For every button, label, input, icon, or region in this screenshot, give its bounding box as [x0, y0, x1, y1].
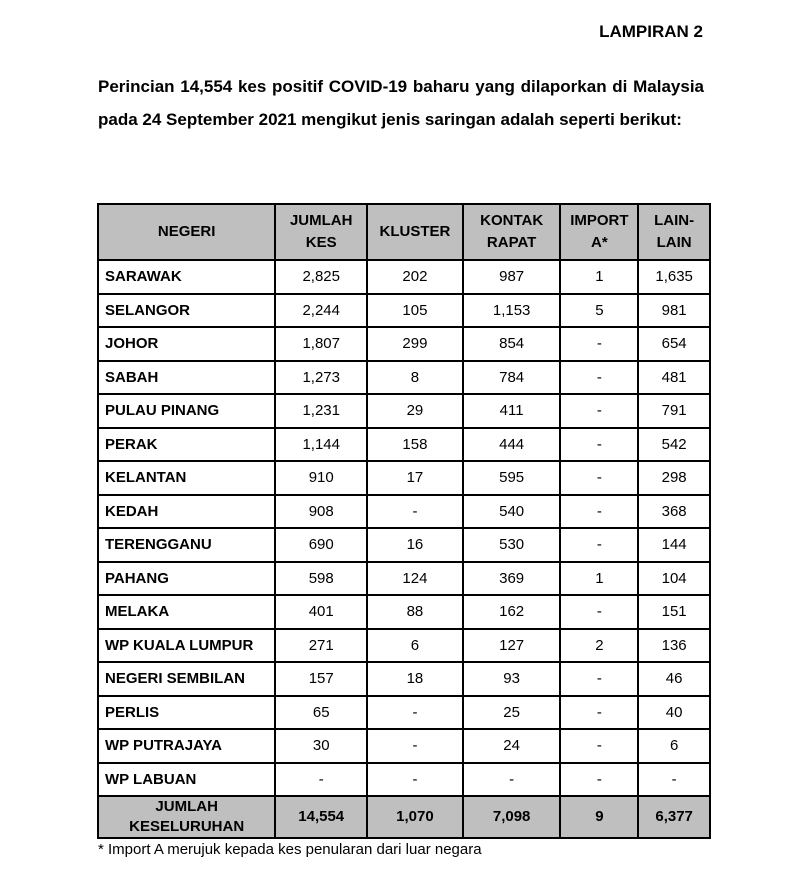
total-kluster: 1,070: [367, 796, 463, 838]
table-row: [98, 294, 710, 328]
kluster-cell: 6: [367, 629, 463, 663]
import-a-cell: -: [560, 394, 638, 428]
lain-lain-cell: 46: [638, 662, 710, 696]
jumlah-kes-cell: 1,231: [275, 394, 367, 428]
total-kontak-rapat: 7,098: [463, 796, 561, 838]
jumlah-kes-cell: 598: [275, 562, 367, 596]
import-a-cell: -: [560, 763, 638, 797]
kontak-rapat-cell: 444: [463, 428, 561, 462]
appendix-label: LAMPIRAN 2: [599, 22, 703, 41]
import-a-cell: -: [560, 327, 638, 361]
kluster-cell: -: [367, 729, 463, 763]
state-cell: TERENGGANU: [98, 528, 275, 562]
total-jumlah-kes: 14,554: [275, 796, 367, 838]
total-label-cell: [98, 796, 275, 838]
state-cell: MELAKA: [98, 595, 275, 629]
table-row: [98, 394, 710, 428]
kluster-cell: -: [367, 495, 463, 529]
kontak-rapat-cell: 987: [463, 260, 561, 294]
kontak-rapat-cell: 25: [463, 696, 561, 730]
kluster-cell: 8: [367, 361, 463, 395]
table-row: [98, 528, 710, 562]
kontak-rapat-cell: 127: [463, 629, 561, 663]
table-row: [98, 327, 710, 361]
jumlah-kes-cell: 65: [275, 696, 367, 730]
jumlah-kes-cell: 1,807: [275, 327, 367, 361]
table-row: [98, 562, 710, 596]
header-kluster: [367, 204, 463, 260]
lain-lain-cell: 40: [638, 696, 710, 730]
jumlah-kes-cell: 910: [275, 461, 367, 495]
lain-lain-cell: 298: [638, 461, 710, 495]
total-lain-lain: 6,377: [638, 796, 710, 838]
jumlah-kes-cell: 2,244: [275, 294, 367, 328]
table-row: [98, 662, 710, 696]
header-line1: KONTAK: [480, 212, 544, 229]
table-row: [98, 428, 710, 462]
lain-lain-cell: 144: [638, 528, 710, 562]
table-row: [98, 260, 710, 294]
kluster-cell: 299: [367, 327, 463, 361]
state-cell: JOHOR: [98, 327, 275, 361]
state-cell: PULAU PINANG: [98, 394, 275, 428]
state-cell: PERAK: [98, 428, 275, 462]
header-line1: JUMLAH: [289, 212, 353, 229]
header-jumlah-kes: [275, 204, 367, 260]
jumlah-kes-cell: 2,825: [275, 260, 367, 294]
import-a-cell: -: [560, 428, 638, 462]
kontak-rapat-cell: 93: [463, 662, 561, 696]
header-line2: A*: [591, 234, 608, 251]
jumlah-kes-cell: 1,273: [275, 361, 367, 395]
header-lain-lain: [638, 204, 710, 260]
kontak-rapat-cell: 784: [463, 361, 561, 395]
kontak-rapat-cell: 1,153: [463, 294, 561, 328]
lain-lain-cell: -: [638, 763, 710, 797]
header-line1: LAIN-: [654, 212, 695, 229]
import-a-cell: 2: [560, 629, 638, 663]
total-import-a: 9: [560, 796, 638, 838]
table-body: [98, 260, 710, 796]
lain-lain-cell: 1,635: [638, 260, 710, 294]
jumlah-kes-cell: 271: [275, 629, 367, 663]
table-row: [98, 361, 710, 395]
table-row: [98, 629, 710, 663]
table-row: [98, 729, 710, 763]
import-a-cell: -: [560, 361, 638, 395]
kontak-rapat-cell: 24: [463, 729, 561, 763]
header-line2: KES: [305, 234, 337, 251]
kluster-cell: 17: [367, 461, 463, 495]
lain-lain-cell: 151: [638, 595, 710, 629]
kontak-rapat-cell: 369: [463, 562, 561, 596]
total-row: [98, 796, 710, 838]
kontak-rapat-cell: 162: [463, 595, 561, 629]
kluster-cell: 158: [367, 428, 463, 462]
import-a-cell: 1: [560, 562, 638, 596]
jumlah-kes-cell: -: [275, 763, 367, 797]
header-import-a: [560, 204, 638, 260]
state-cell: SABAH: [98, 361, 275, 395]
kluster-cell: 202: [367, 260, 463, 294]
kontak-rapat-cell: 530: [463, 528, 561, 562]
kluster-cell: -: [367, 763, 463, 797]
lain-lain-cell: 542: [638, 428, 710, 462]
state-cell: WP LABUAN: [98, 763, 275, 797]
kluster-cell: 29: [367, 394, 463, 428]
import-a-cell: -: [560, 528, 638, 562]
import-a-cell: -: [560, 696, 638, 730]
footnote: * Import A merujuk kepada kes penularan dari luar negara: [98, 841, 482, 858]
import-a-cell: -: [560, 662, 638, 696]
table-row: [98, 461, 710, 495]
state-cell: SARAWAK: [98, 260, 275, 294]
kluster-cell: 124: [367, 562, 463, 596]
table-row: [98, 696, 710, 730]
import-a-cell: 1: [560, 260, 638, 294]
state-cell: KELANTAN: [98, 461, 275, 495]
table-footer: [98, 796, 710, 838]
table-row: [98, 595, 710, 629]
kontak-rapat-cell: 595: [463, 461, 561, 495]
total-label-line1: JUMLAH: [155, 798, 218, 815]
header-line1: IMPORT: [570, 212, 629, 229]
state-cell: NEGERI SEMBILAN: [98, 662, 275, 696]
table-row: [98, 763, 710, 797]
table-header: [98, 204, 710, 260]
jumlah-kes-cell: 690: [275, 528, 367, 562]
lain-lain-cell: 654: [638, 327, 710, 361]
header-line1: NEGERI: [157, 223, 216, 240]
lain-lain-cell: 104: [638, 562, 710, 596]
header-line2: RAPAT: [486, 234, 537, 251]
covid-cases-table: [97, 203, 711, 839]
lain-lain-cell: 791: [638, 394, 710, 428]
jumlah-kes-cell: 401: [275, 595, 367, 629]
header-row: [98, 204, 710, 260]
lain-lain-cell: 6: [638, 729, 710, 763]
kontak-rapat-cell: -: [463, 763, 561, 797]
state-cell: PAHANG: [98, 562, 275, 596]
kluster-cell: 105: [367, 294, 463, 328]
kluster-cell: -: [367, 696, 463, 730]
header-line2: LAIN: [656, 234, 692, 251]
kluster-cell: 16: [367, 528, 463, 562]
header-negeri: [98, 204, 275, 260]
import-a-cell: -: [560, 729, 638, 763]
state-cell: WP KUALA LUMPUR: [98, 629, 275, 663]
import-a-cell: -: [560, 495, 638, 529]
kontak-rapat-cell: 540: [463, 495, 561, 529]
lain-lain-cell: 481: [638, 361, 710, 395]
jumlah-kes-cell: 1,144: [275, 428, 367, 462]
jumlah-kes-cell: 908: [275, 495, 367, 529]
import-a-cell: -: [560, 461, 638, 495]
intro-paragraph: Perincian 14,554 kes positif COVID-19 baharu yang dilaporkan di Malaysia pada 24 September 2021 mengikut jenis saringan adalah seperti berikut:: [98, 77, 704, 129]
kluster-cell: 18: [367, 662, 463, 696]
kluster-cell: 88: [367, 595, 463, 629]
import-a-cell: 5: [560, 294, 638, 328]
kontak-rapat-cell: 411: [463, 394, 561, 428]
table-row: [98, 495, 710, 529]
header-line1: KLUSTER: [379, 223, 451, 240]
state-cell: PERLIS: [98, 696, 275, 730]
import-a-cell: -: [560, 595, 638, 629]
state-cell: SELANGOR: [98, 294, 275, 328]
jumlah-kes-cell: 157: [275, 662, 367, 696]
lain-lain-cell: 136: [638, 629, 710, 663]
kontak-rapat-cell: 854: [463, 327, 561, 361]
lain-lain-cell: 981: [638, 294, 710, 328]
state-cell: WP PUTRAJAYA: [98, 729, 275, 763]
lain-lain-cell: 368: [638, 495, 710, 529]
state-cell: KEDAH: [98, 495, 275, 529]
total-label-line2: KESELURUHAN: [129, 818, 245, 835]
header-kontak-rapat: [463, 204, 561, 260]
jumlah-kes-cell: 30: [275, 729, 367, 763]
